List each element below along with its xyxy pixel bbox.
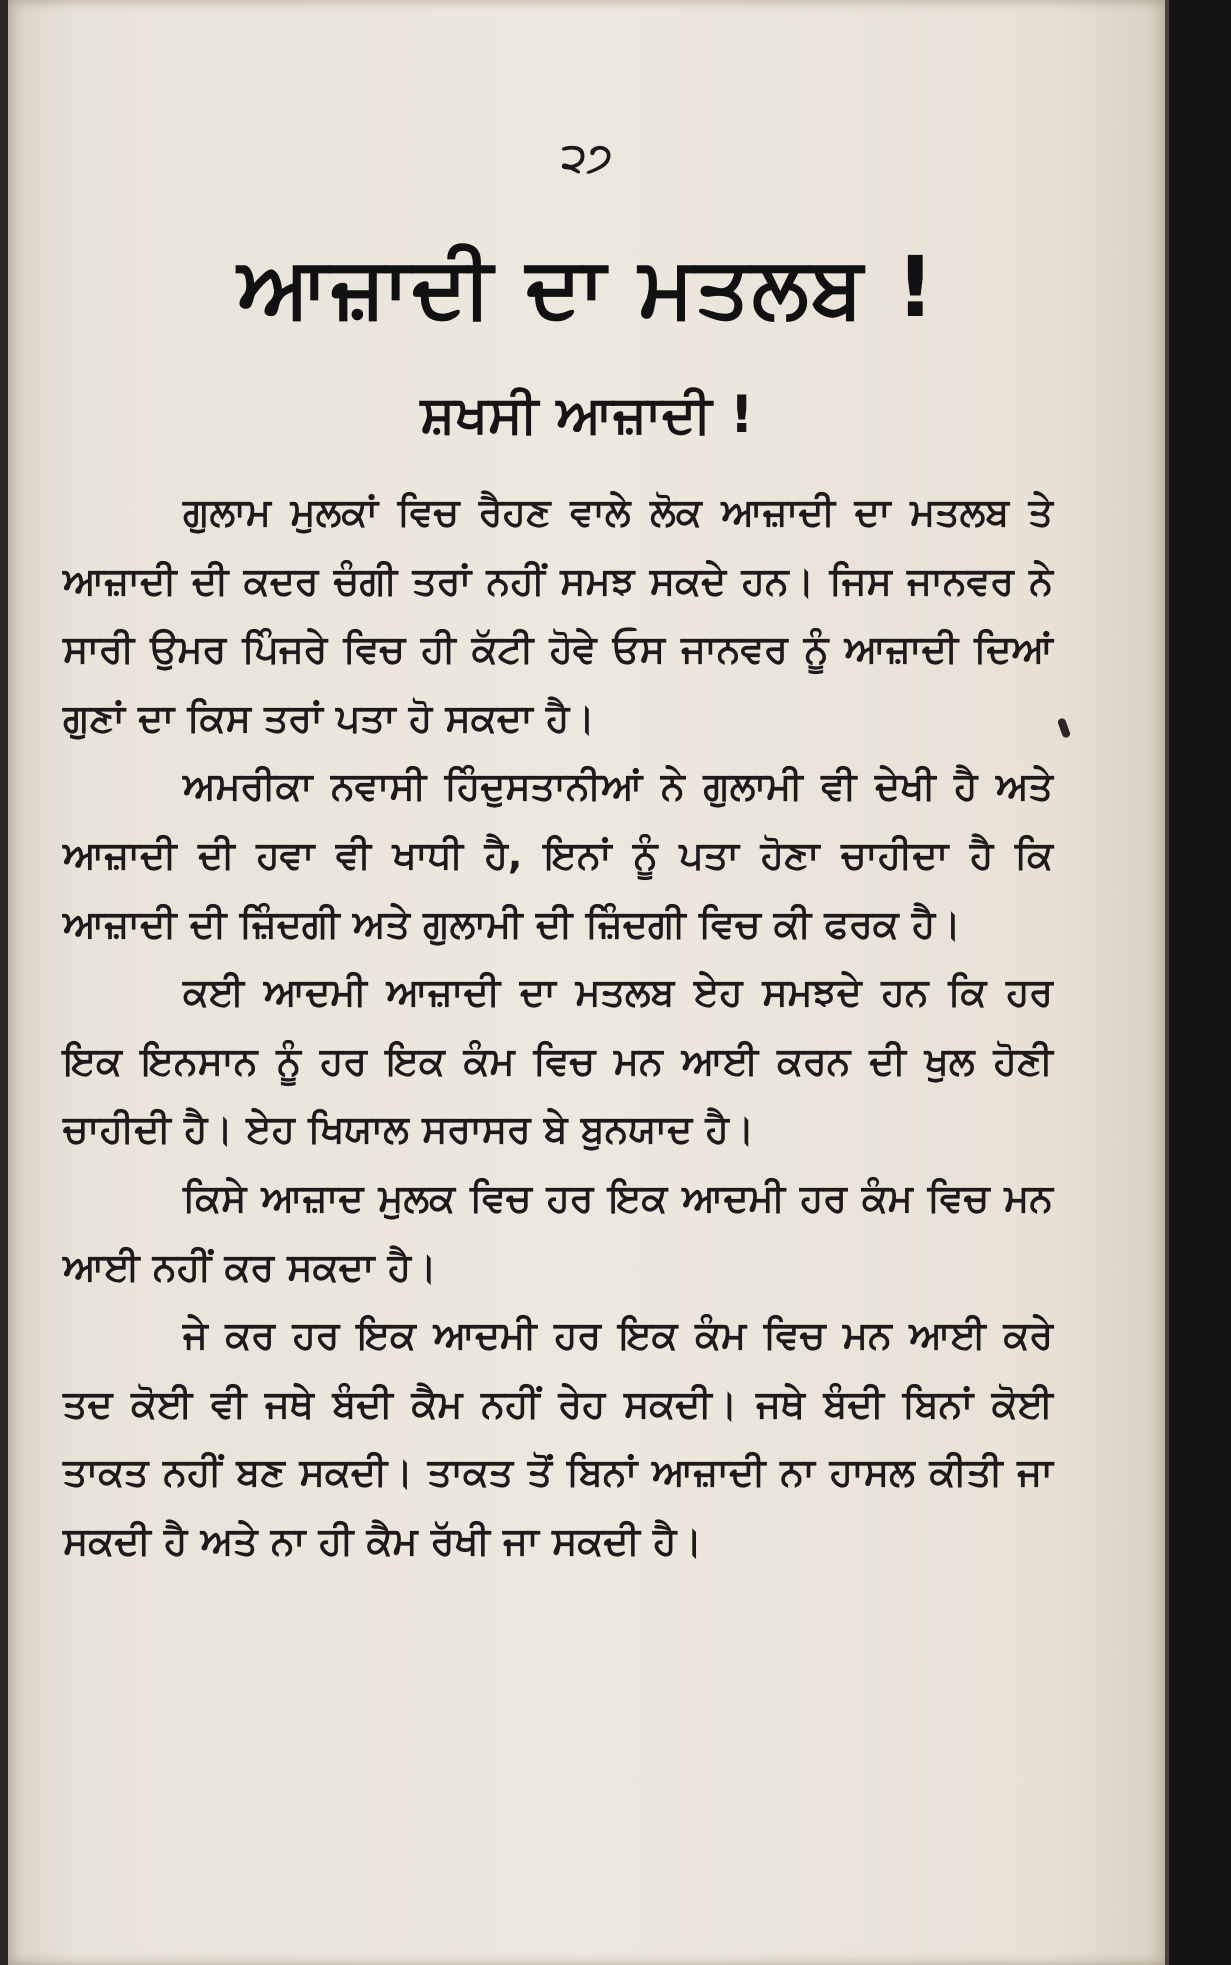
body-text [63,478,1053,1576]
paragraph-1: ਗੁਲਾਮ ਮੁਲਕਾਂ ਵਿਚ ਰੈਹਣ ਵਾਲੇ ਲੋਕ ਆਜ਼ਾਦੀ ਦਾ ਮਤਲਬ ਤੇ ਆਜ਼ਾਦੀ ਦੀ ਕਦਰ ਚੰਗੀ ਤਰਾਂ ਨਹੀਂ ਸਮਝ ਸਕਦੇ ਹਨ। ਜਿਸ ਜਾਨਵਰ ਨੇ ਸਾਰੀ ਉਮਰ ਪਿੰਜਰੇ ਵਿਚ ਹੀ ਕੱਟੀ ਹੋਵੇ ਓਸ ਜਾਨਵਰ ਨੂੰ ਆਜ਼ਾਦੀ ਦਿਆਂ ਗੁਣਾਂ ਦਾ ਕਿਸ ਤਰਾਂ ਪਤਾ ਹੋ ਸਕਦਾ ਹੈ। [63,490,1053,740]
paragraph-2: ਅਮਰੀਕਾ ਨਵਾਸੀ ਹਿੰਦੁਸਤਾਨੀਆਂ ਨੇ ਗੁਲਾਮੀ ਵੀ ਦੇਖੀ ਹੈ ਅਤੇ ਆਜ਼ਾਦੀ ਦੀ ਹਵਾ ਵੀ ਖਾਧੀ ਹੈ, ਇਨਾਂ ਨੂੰ ਪਤਾ ਹੋਣਾ ਚਾਹੀਦਾ ਹੈ ਕਿ ਆਜ਼ਾਦੀ ਦੀ ਜ਼ਿੰਦਗੀ ਅਤੇ ਗੁਲਾਮੀ ਦੀ ਜ਼ਿੰਦਗੀ ਵਿਚ ਕੀ ਫਰਕ ਹੈ। [63,764,1053,946]
page-edge-shadow [1165,0,1169,1965]
paper-speck [1057,717,1071,739]
paragraph-5: ਜੇ ਕਰ ਹਰ ਇਕ ਆਦਮੀ ਹਰ ਇਕ ਕੰਮ ਵਿਚ ਮਨ ਆਈ ਕਰੇ ਤਦ ਕੋਈ ਵੀ ਜਥੇ ਬੰਦੀ ਕੈਮ ਨਹੀਂ ਰੇਹ ਸਕਦੀ। ਜਥੇ ਬੰਦੀ ਬਿਨਾਂ ਕੋਈ ਤਾਕਤ ਨਹੀਂ ਬਣ ਸਕਦੀ। ਤਾਕਤ ਤੋਂ ਬਿਨਾਂ ਆਜ਼ਾਦੀ ਨਾ ਹਾਸਲ ਕੀਤੀ ਜਾ ਸਕਦੀ ਹੈ ਅਤੇ ਨਾ ਹੀ ਕੈਮ ਰੱਖੀ ਜਾ ਸਕਦੀ ਹੈ। [63,1313,1053,1563]
section-heading: ਸ਼ਖਸੀ ਆਜ਼ਾਦੀ ! [420,385,754,445]
paragraph-3: ਕਈ ਆਦਮੀ ਆਜ਼ਾਦੀ ਦਾ ਮਤਲਬ ਏਹ ਸਮਝਦੇ ਹਨ ਕਿ ਹਰ ਇਕ ਇਨਸਾਨ ਨੂੰ ਹਰ ਇਕ ਕੰਮ ਵਿਚ ਮਨ ਆਈ ਕਰਨ ਦੀ ਖੁਲ ਹੋਣੀ ਚਾਹੀਦੀ ਹੈ। ਏਹ ਖਿਯਾਲ ਸਰਾਸਰ ਬੇ ਬੁਨਯਾਦ ਹੈ। [63,970,1053,1152]
book-page [8,0,1166,1965]
page-number: ੨੭ [561,135,613,181]
page-title: ਆਜ਼ਾਦੀ ਦਾ ਮਤਲਬ ! [237,238,937,336]
paragraph-4: ਕਿਸੇ ਆਜ਼ਾਦ ਮੁਲਕ ਵਿਚ ਹਰ ਇਕ ਆਦਮੀ ਹਰ ਕੰਮ ਵਿਚ ਮਨ ਆਈ ਨਹੀਂ ਕਰ ਸਕਦਾ ਹੈ। [63,1175,1053,1289]
